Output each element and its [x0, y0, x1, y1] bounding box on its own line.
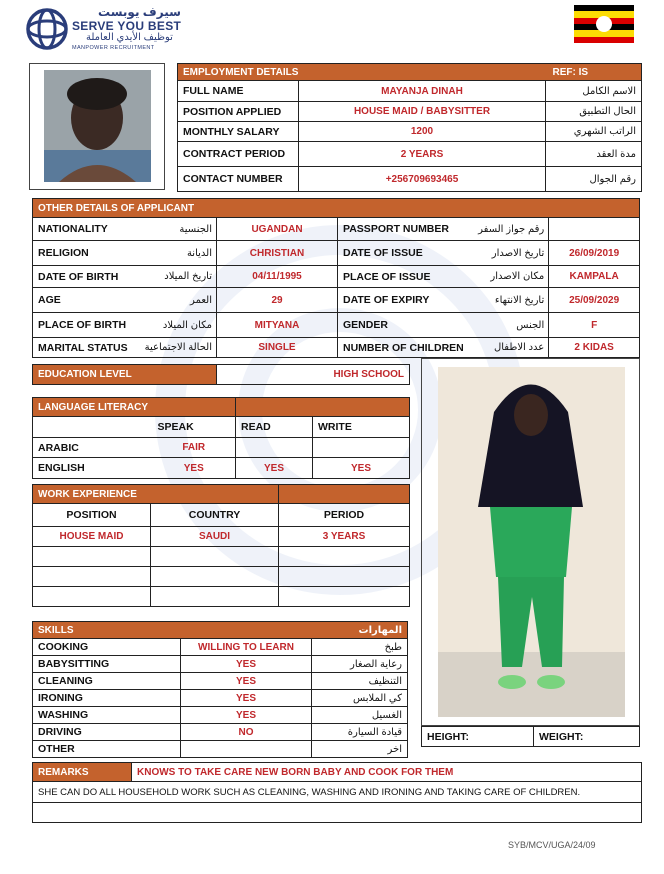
language-corner-cell	[33, 417, 153, 438]
work-row	[33, 527, 410, 547]
other-value: UGANDAN	[217, 218, 338, 241]
other-details-table	[32, 198, 640, 358]
work-period	[279, 547, 410, 567]
skill-row	[33, 707, 408, 724]
other-label: NUMBER OF CHILDREN	[338, 338, 464, 358]
skill-row	[33, 724, 408, 741]
language-row	[33, 438, 410, 458]
language-read	[236, 438, 313, 458]
remarks-table	[32, 762, 642, 823]
full-body-photo-frame	[421, 358, 640, 726]
other-value: F	[549, 313, 640, 338]
work-country	[151, 587, 279, 607]
language-speak: YES	[153, 458, 236, 479]
language-name: ARABIC	[33, 438, 153, 458]
other-label-ar: مكان الاصدار	[464, 266, 549, 288]
work-row	[33, 587, 410, 607]
company-tagline-en: MANPOWER RECRUITMENT	[72, 45, 155, 51]
globe-knot-logo-icon	[26, 6, 68, 52]
education-value: HIGH SCHOOL	[217, 365, 410, 385]
work-country	[151, 567, 279, 587]
remarks-value: KNOWS TO TAKE CARE NEW BORN BABY AND COOK FOR THEM	[132, 763, 642, 782]
other-label: NATIONALITY	[33, 218, 145, 241]
skill-row	[33, 673, 408, 690]
language-row	[33, 458, 410, 479]
employment-details-header: EMPLOYMENT DETAILS REF: IS	[178, 64, 642, 81]
emp-value: HOUSE MAID / BABYSITTER	[299, 102, 546, 122]
remarks-description: SHE CAN DO ALL HOUSEHOLD WORK SUCH AS CLEANING, WASHING AND IRONING AND TAKING CARE OF CHILDREN.	[33, 782, 642, 803]
work-header: WORK EXPERIENCE	[33, 485, 279, 504]
work-position	[33, 567, 151, 587]
work-position	[33, 547, 151, 567]
skill-value: YES	[181, 656, 312, 673]
skill-value	[181, 741, 312, 758]
skill-name: DRIVING	[33, 724, 181, 741]
other-details-row	[33, 288, 640, 313]
other-label: MARITAL STATUS	[33, 338, 145, 358]
work-period	[279, 567, 410, 587]
ref-number: REF: IS	[552, 66, 589, 78]
skill-value: YES	[181, 690, 312, 707]
other-label-ar: العمر	[145, 288, 217, 313]
skills-table	[32, 621, 408, 758]
uganda-flag	[574, 5, 634, 43]
company-name-en: SERVE YOU BEST	[72, 19, 182, 33]
other-value: 25/09/2029	[549, 288, 640, 313]
emp-label: POSITION APPLIED	[178, 102, 299, 122]
other-value: 26/09/2019	[549, 241, 640, 266]
other-label-ar: مكان الميلاد	[145, 313, 217, 338]
work-experience-table	[32, 484, 410, 607]
skill-value: YES	[181, 707, 312, 724]
other-value: 2 KIDAS	[549, 338, 640, 358]
language-columns-row	[33, 417, 410, 438]
headshot-photo	[44, 70, 151, 182]
skill-name: WASHING	[33, 707, 181, 724]
emp-value: MAYANJA DINAH	[299, 81, 546, 102]
skill-name: IRONING	[33, 690, 181, 707]
work-position	[33, 587, 151, 607]
col-write: WRITE	[313, 417, 410, 438]
emp-label: FULL NAME	[178, 81, 299, 102]
work-position: HOUSE MAID	[33, 527, 151, 547]
work-period: 3 YEARS	[279, 527, 410, 547]
other-label: DATE OF EXPIRY	[338, 288, 464, 313]
skill-name-ar: رعاية الصغار	[312, 656, 408, 673]
skill-name-ar: قيادة السيارة	[312, 724, 408, 741]
col-position: POSITION	[33, 504, 151, 527]
flag-emblem-icon	[596, 16, 612, 32]
emp-label-ar: مدة العقد	[546, 142, 642, 167]
skill-value: WILLING TO LEARN	[181, 639, 312, 656]
other-label: PLACE OF ISSUE	[338, 266, 464, 288]
skill-name-ar: الغسيل	[312, 707, 408, 724]
company-logo	[26, 5, 226, 53]
other-label-ar: تاريخ الميلاد	[145, 266, 217, 288]
other-details-header: OTHER DETAILS OF APPLICANT	[33, 199, 640, 218]
other-value: MITYANA	[217, 313, 338, 338]
remarks-label: REMARKS	[33, 763, 132, 782]
work-row	[33, 547, 410, 567]
employment-row	[178, 167, 642, 192]
skill-row	[33, 656, 408, 673]
other-value: 04/11/1995	[217, 266, 338, 288]
other-value: 29	[217, 288, 338, 313]
employment-details-table	[177, 63, 642, 192]
other-value	[549, 218, 640, 241]
other-label-ar: تاريخ الاصدار	[464, 241, 549, 266]
other-label-ar: الجنس	[464, 313, 549, 338]
skill-row	[33, 690, 408, 707]
skills-header-ar: المهارات	[312, 622, 408, 639]
other-details-row	[33, 313, 640, 338]
education-table	[32, 364, 410, 385]
col-country: COUNTRY	[151, 504, 279, 527]
col-speak: SPEAK	[153, 417, 236, 438]
col-period: PERIOD	[279, 504, 410, 527]
col-read: READ	[236, 417, 313, 438]
emp-value: 2 YEARS	[299, 142, 546, 167]
other-value: KAMPALA	[549, 266, 640, 288]
language-literacy-table	[32, 397, 410, 479]
skill-name-ar: طبخ	[312, 639, 408, 656]
emp-label-ar: الراتب الشهري	[546, 122, 642, 142]
other-details-row	[33, 218, 640, 241]
skill-name-ar: كي الملابس	[312, 690, 408, 707]
headshot-photo-frame	[29, 63, 165, 190]
company-name-ar: سيرف يوبست	[98, 5, 181, 19]
employment-row	[178, 142, 642, 167]
language-header-blank	[236, 398, 410, 417]
emp-value: 1200	[299, 122, 546, 142]
employment-row	[178, 102, 642, 122]
emp-label-ar: رقم الجوال	[546, 167, 642, 192]
weight-label: WEIGHT:	[539, 730, 584, 743]
other-details-row	[33, 338, 640, 358]
other-label: GENDER	[338, 313, 464, 338]
other-label: RELIGION	[33, 241, 145, 266]
footer-reference-code: SYB/MCV/UGA/24/09	[508, 840, 596, 850]
emp-label: CONTRACT PERIOD	[178, 142, 299, 167]
other-details-row	[33, 241, 640, 266]
emp-label-ar: الاسم الكامل	[546, 81, 642, 102]
language-name: ENGLISH	[33, 458, 153, 479]
language-speak: FAIR	[153, 438, 236, 458]
skill-name: COOKING	[33, 639, 181, 656]
skill-value: YES	[181, 673, 312, 690]
work-columns-row	[33, 504, 410, 527]
skill-name: OTHER	[33, 741, 181, 758]
skill-row	[33, 741, 408, 758]
other-details-row	[33, 266, 640, 288]
work-country: SAUDI	[151, 527, 279, 547]
employment-row	[178, 122, 642, 142]
language-write	[313, 438, 410, 458]
other-label-ar: تاريخ الانتهاء	[464, 288, 549, 313]
skill-name: BABYSITTING	[33, 656, 181, 673]
other-label: PASSPORT NUMBER	[338, 218, 464, 241]
work-country	[151, 547, 279, 567]
other-label: DATE OF ISSUE	[338, 241, 464, 266]
skill-value: NO	[181, 724, 312, 741]
emp-label-ar: الحال التطبيق	[546, 102, 642, 122]
other-label: PLACE OF BIRTH	[33, 313, 145, 338]
work-period	[279, 587, 410, 607]
height-label: HEIGHT:	[427, 730, 469, 743]
weight-field	[534, 727, 640, 747]
language-write: YES	[313, 458, 410, 479]
language-header: LANGUAGE LITERACY	[33, 398, 236, 417]
skill-name: CLEANING	[33, 673, 181, 690]
other-value: CHRISTIAN	[217, 241, 338, 266]
employment-row	[178, 81, 642, 102]
other-label-ar: الديانة	[145, 241, 217, 266]
other-value: SINGLE	[217, 338, 338, 358]
education-label: EDUCATION LEVEL	[33, 365, 217, 385]
other-label-ar: عدد الاطفال	[464, 338, 549, 358]
company-tagline-ar: توظيف الأيدي العاملة	[86, 32, 173, 43]
language-read: YES	[236, 458, 313, 479]
other-label-ar: رقم جواز السفر	[464, 218, 549, 241]
full-body-photo	[438, 367, 625, 717]
other-label-ar: الجنسية	[145, 218, 217, 241]
skill-row	[33, 639, 408, 656]
skill-name-ar: اخر	[312, 741, 408, 758]
emp-label: CONTACT NUMBER	[178, 167, 299, 192]
skills-header: SKILLS	[33, 622, 312, 639]
other-label: DATE OF BIRTH	[33, 266, 145, 288]
work-header-blank	[279, 485, 410, 504]
work-row	[33, 567, 410, 587]
skill-name-ar: التنظيف	[312, 673, 408, 690]
remarks-blank-row	[33, 803, 642, 823]
emp-value: +256709693465	[299, 167, 546, 192]
emp-label: MONTHLY SALARY	[178, 122, 299, 142]
other-label: AGE	[33, 288, 145, 313]
other-label-ar: الحالة الاجتماعية	[145, 338, 217, 358]
height-field	[422, 727, 534, 747]
measurements-table	[421, 726, 640, 747]
